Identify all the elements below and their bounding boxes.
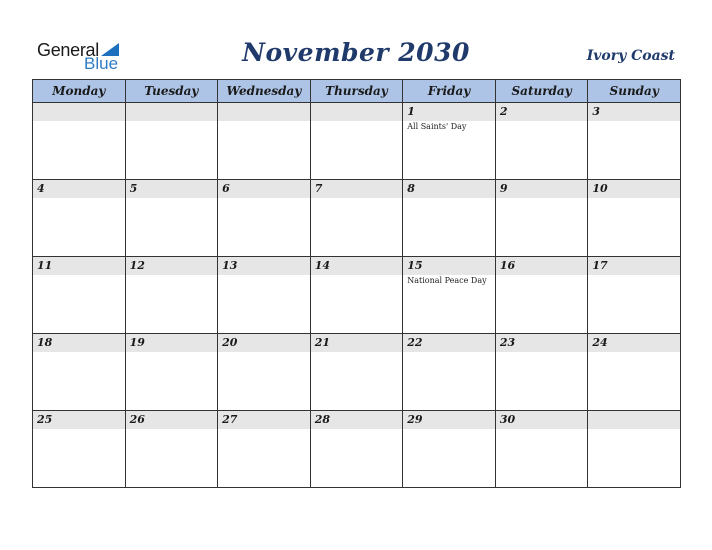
day-number-bar [311, 257, 403, 275]
logo-blue-text: Blue [84, 54, 119, 73]
day-number: 30 [499, 413, 516, 426]
week-row [33, 180, 681, 257]
day-number: 17 [592, 259, 608, 272]
day-number: 21 [314, 336, 330, 349]
day-number-bar [218, 334, 310, 352]
day-number: 29 [407, 413, 423, 426]
weekday-header: Sunday [588, 80, 681, 103]
day-number-bar [311, 411, 403, 429]
day-cell [403, 257, 496, 334]
day-number-bar [403, 180, 495, 198]
day-number-bar [403, 103, 495, 121]
day-cell [310, 257, 403, 334]
day-cell [33, 257, 126, 334]
day-number-bar [496, 180, 588, 198]
day-number: 7 [314, 182, 323, 195]
day-number: 18 [37, 336, 53, 349]
week-row [33, 334, 681, 411]
day-number-bar [403, 334, 495, 352]
day-number: 6 [222, 182, 230, 195]
day-cell [495, 180, 588, 257]
day-cell [588, 180, 681, 257]
day-number-bar [588, 180, 680, 198]
weekday-header: Thursday [310, 80, 403, 103]
holiday-label: National Peace Day [407, 276, 487, 285]
day-number-bar [33, 257, 125, 275]
day-cell [310, 180, 403, 257]
day-number: 14 [314, 259, 330, 272]
day-number: 2 [499, 105, 508, 118]
weekday-header: Monday [33, 80, 126, 103]
day-number-bar [496, 103, 588, 121]
day-number-bar [126, 180, 218, 198]
day-cell [125, 257, 218, 334]
day-number-bar [33, 334, 125, 352]
day-number: 10 [592, 182, 608, 195]
weekday-header: Wednesday [218, 80, 311, 103]
day-number-bar [218, 257, 310, 275]
day-number-bar [588, 334, 680, 352]
day-cell [588, 334, 681, 411]
day-number-bar [588, 103, 680, 121]
day-number-bar [218, 103, 310, 121]
logo-general-text: General [37, 40, 99, 60]
day-number: 28 [314, 413, 330, 426]
day-cell [33, 103, 126, 180]
day-cell [218, 180, 311, 257]
day-number-bar [311, 103, 403, 121]
day-cell [125, 334, 218, 411]
page-title: November 2030 [242, 38, 470, 67]
day-cell [495, 103, 588, 180]
day-number: 1 [407, 105, 415, 118]
day-cell [403, 103, 496, 180]
week-row [33, 103, 681, 180]
day-cell [310, 103, 403, 180]
day-number-bar [496, 257, 588, 275]
day-number-bar [311, 180, 403, 198]
day-number-bar [403, 257, 495, 275]
week-row [33, 411, 681, 488]
day-number: 27 [222, 413, 238, 426]
day-number: 19 [129, 336, 145, 349]
country-label: Ivory Coast [586, 48, 675, 64]
day-number-bar [496, 411, 588, 429]
weekday-header: Saturday [495, 80, 588, 103]
day-cell [588, 411, 681, 488]
week-row [33, 257, 681, 334]
day-cell [495, 257, 588, 334]
day-number-bar [126, 334, 218, 352]
day-number: 25 [37, 413, 53, 426]
day-number: 24 [592, 336, 608, 349]
day-cell [125, 411, 218, 488]
day-number: 12 [129, 259, 145, 272]
day-number-bar [311, 334, 403, 352]
weekday-header: Tuesday [125, 80, 218, 103]
day-cell [310, 334, 403, 411]
day-number-bar [33, 411, 125, 429]
day-number-bar [588, 411, 680, 429]
day-number: 16 [499, 259, 516, 272]
day-cell [403, 334, 496, 411]
day-number: 4 [37, 182, 45, 195]
day-number-bar [588, 257, 680, 275]
holiday-label: All Saints' Day [407, 122, 467, 131]
day-number-bar [496, 334, 588, 352]
day-number: 13 [222, 259, 238, 272]
day-number: 8 [407, 182, 415, 195]
day-number-bar [218, 411, 310, 429]
day-number-bar [33, 103, 125, 121]
day-number: 22 [407, 336, 423, 349]
day-number-bar [126, 411, 218, 429]
day-number: 3 [592, 105, 601, 118]
day-cell [403, 411, 496, 488]
day-number: 26 [129, 413, 145, 426]
day-cell [218, 257, 311, 334]
calendar-grid [32, 79, 681, 488]
day-number: 20 [222, 336, 238, 349]
day-number-bar [218, 180, 310, 198]
day-cell [403, 180, 496, 257]
day-cell [33, 180, 126, 257]
day-cell [33, 411, 126, 488]
day-number-bar [126, 103, 218, 121]
day-number: 5 [129, 182, 138, 195]
day-cell [310, 411, 403, 488]
day-number: 15 [407, 259, 423, 272]
day-cell [588, 103, 681, 180]
day-cell [218, 334, 311, 411]
day-number: 9 [499, 182, 508, 195]
day-number-bar [403, 411, 495, 429]
day-cell [218, 411, 311, 488]
day-number-bar [126, 257, 218, 275]
day-cell [588, 257, 681, 334]
weekday-header: Friday [403, 80, 496, 103]
day-cell [495, 334, 588, 411]
day-number-bar [33, 180, 125, 198]
day-number: 11 [37, 259, 53, 272]
day-cell [125, 103, 218, 180]
day-number: 23 [499, 336, 516, 349]
day-cell [125, 180, 218, 257]
weekday-header-row [33, 80, 681, 103]
day-cell [218, 103, 311, 180]
day-cell [33, 334, 126, 411]
day-cell [495, 411, 588, 488]
